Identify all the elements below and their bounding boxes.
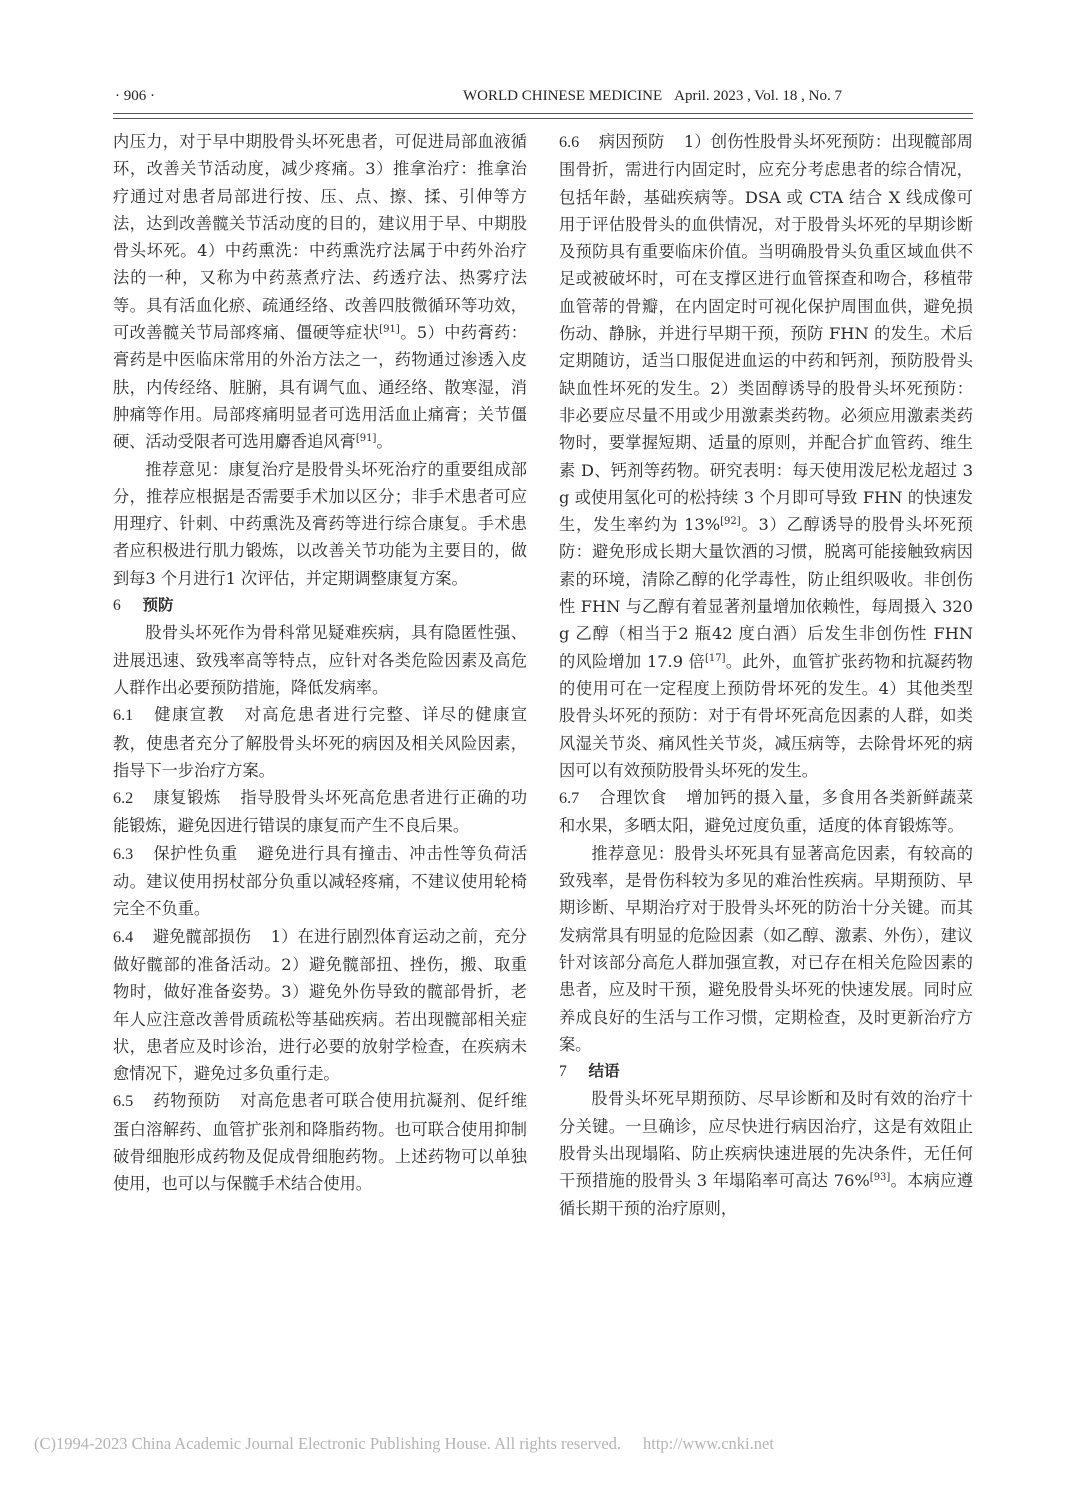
- section-number: 7: [559, 1063, 567, 1081]
- subsection-6-3: [113, 840, 527, 923]
- subsection-6-5: [113, 1087, 527, 1197]
- citation[interactable]: [93]: [869, 1172, 891, 1184]
- paragraph-conclusion: [559, 1085, 973, 1221]
- text: 避免进行具有撞击、冲击性等负荷活动。建议使用拐杖部分负重以减轻疼痛，不建议使用轮椅完全不负重。: [113, 843, 528, 919]
- copyright-text: (C)1994-2023 China Academic Journal Electronic Publishing House. All rights reserved.: [34, 1434, 622, 1453]
- paragraph-recommendation: 推荐意见：股骨头坏死具有显著高危因素，有较高的致残率，是骨伤科较为多见的难治性疾病。早期预防、早期诊断、早期治疗对于股骨头坏死的防治十分关键。而其发病常具有明显的危险因素（如乙醇、激素、外伤），建议针对该部分高危人群加强宣教，对已存在相关危险因素的患者，应及时干预，避免股骨头坏死的快速发展。同时应养成良好的生活与工作习惯，定期检查，及时更新治疗方案。: [559, 843, 973, 1054]
- subsection-title: 健康宣教: [152, 705, 226, 725]
- subsection-title: 康复锻炼: [152, 788, 221, 808]
- paragraph-recommendation: 推荐意见：康复治疗是股骨头坏死治疗的重要组成部分，推荐应根据是否需要手术加以区分；非手术患者可应用理疗、针刺、中药熏洗及膏药等进行综合康复。手术患者应积极进行肌力锻炼，以改善关节功能为主要目的，做到每3 个月进行1 次评估，并定期调整康复方案。: [113, 459, 527, 588]
- text: 对高危患者进行完整、详尽的健康宣教，使患者充分了解股骨头坏死的病因及相关风险因素，指导下一步治疗方案。: [113, 705, 528, 780]
- copyright-footer: [0, 1434, 1080, 1454]
- text: 。本病应遵循长期干预的治疗原则，: [559, 1171, 974, 1218]
- text: 。3）乙醇诱导的股骨头坏死预防：避免形成长期大量饮酒的习惯，脱离可能接触致病因素的环境，清除乙醇的化学毒性，防止组织吸收。非创伤性 FHN 与乙醇有着显著剂量增加依赖性，每周摄入 320 g 乙醇（相当于2 瓶42 度白酒）后发生非创伤性 FHN 的风险增加 17.9 倍: [559, 515, 973, 671]
- text: 。此外，血管扩张药物和抗凝药物的使用可在一定程度上预防骨坏死的发生。4）其他类型股骨头坏死的预防：对于有骨坏死高危因素的人群，如类风湿关节炎、痛风性关节炎，减压病等，去除骨坏死的病因可以有效预防股骨头坏死的发生。: [559, 651, 973, 780]
- citation[interactable]: [17]: [704, 652, 726, 664]
- text: 1）创伤性股骨头坏死预防：出现髋部周围骨折，需进行内固定时，应充分考虑患者的综合情况，包括年龄，基础疾病等。DSA 或 CTA 结合 X 线成像可用于评估股骨头的血供情况，对于股骨头坏死的早期诊断及预防具有重要临床价值。当明确股骨头负重区域血供不足或被破坏时，可在支撑区进行血管探查和吻合，移植带血管蒂的骨瓣，在内固定时可视化保护周围血供，避免损伤动、静脉，并进行早期干预，预防 FHN 的发生。术后定期随访，适当口服促进血运的中药和钙剂，预防股骨头缺血性坏死的发生。2）类固醇诱导的股骨头坏死预防：非必要应尽量不用或少用激素类药物。必须应用激素类药物时，要掌握短期、适量的原则，并配合扩血管药、维生素 D、钙剂等药物。研究表明：每天使用泼尼松龙超过 3 g 或使用氢化可的松持续 3 个月即可导致 FHN 的快速发生，发生率约为 13%: [559, 132, 973, 535]
- text: 对高危患者可联合使用抗凝剂、促纤维蛋白溶解药、血管扩张剂和降脂药物。也可联合使用抑制破骨细胞形成药物及促成骨细胞药物。上述药物可以单独使用，也可以与保髋手术结合使用。: [113, 1091, 528, 1194]
- subsection-number: 6.7: [559, 789, 580, 808]
- right-column: [559, 128, 973, 1222]
- journal-info: [463, 88, 842, 105]
- subsection-title: 病因预防: [598, 132, 665, 151]
- left-column: [113, 128, 527, 1198]
- subsection-number: 6.6: [559, 133, 580, 151]
- cnki-link[interactable]: http://www.cnki.net: [643, 1434, 774, 1453]
- running-header: [113, 88, 973, 110]
- citation[interactable]: [92]: [720, 516, 741, 528]
- journal-name: WORLD CHINESE MEDICINE: [463, 88, 663, 104]
- subsection-title: 避免髋部损伤: [152, 926, 252, 946]
- subsection-number: 6.5: [113, 1092, 134, 1111]
- text: 股骨头坏死早期预防、尽早诊断和及时有效的治疗十分关键。一旦确诊，应尽快进行病因治疗，这是有效阻止股骨头出现塌陷、防止疾病快速进展的先决条件，无任何干预措施的股骨头 3 年塌陷率可高达 76%: [559, 1089, 973, 1191]
- subsection-6-2: [113, 784, 527, 840]
- paragraph-rehab-methods: [113, 128, 527, 456]
- section-heading-7: [559, 1058, 973, 1085]
- subsection-number: 6.3: [113, 844, 134, 863]
- text: 。: [376, 432, 393, 452]
- text: 指导股骨头坏死高危患者进行正确的功能锻炼，避免因进行错误的康复而产生不良后果。: [113, 788, 528, 836]
- text: 内压力，对于早中期股骨头坏死患者，可促进局部血液循环，改善关节活动度，减少疼痛。3）推拿治疗：推拿治疗通过对患者局部进行按、压、点、擦、揉、引伸等方法，达到改善髋关节活动度的目的，建议用于早、中期股骨头坏死。4）中药熏洗：中药熏洗疗法属于中药外治疗法的一种，又称为中药蒸煮疗法、药透疗法、热雾疗法等。具有活血化瘀、疏通经络、改善四肢微循环等功效，可改善髋关节局部疼痛、僵硬等症状: [113, 132, 527, 343]
- subsection-6-7: [559, 784, 973, 840]
- subsection-title: 保护性负重: [152, 843, 238, 863]
- subsection-title: 合理饮食: [598, 788, 667, 808]
- section-title: 结语: [588, 1062, 620, 1081]
- header-double-rule: [113, 113, 973, 119]
- paragraph-prevention-intro: 股骨头坏死作为骨科常见疑难疾病，具有隐匿性强、进展迅速、致残率高等特点，应针对各类危险因素及高危人群作出必要预防措施，降低发病率。: [113, 623, 527, 697]
- section-number: 6: [113, 597, 121, 615]
- text: 增加钙的摄入量，多食用各类新鲜蔬菜和水果，多晒太阳，避免过度负重，适度的体育锻炼等。: [559, 788, 974, 836]
- subsection-6-4: [113, 923, 527, 1088]
- citation[interactable]: [91]: [355, 433, 377, 445]
- subsection-number: 6.1: [113, 706, 134, 725]
- issue-info: April. 2023 , Vol. 18 , No. 7: [674, 88, 842, 104]
- subsection-number: 6.2: [113, 789, 134, 808]
- subsection-title: 药物预防: [152, 1091, 221, 1111]
- subsection-number: 6.4: [113, 927, 134, 946]
- text: 1）在进行剧烈体育运动之前，充分做好髋部的准备活动。2）避免髋部扭、挫伤，搬、取重物时，做好准备姿势。3）避免外伤导致的髋部骨折，老年人应注意改善骨质疏松等基础疾病。若出现髋部相关症状，患者应及时诊治，进行必要的放射学检查，在疾病未愈情况下，避免过多负重行走。: [113, 926, 527, 1084]
- text: 。5）中药膏药：膏药是中医临床常用的外治方法之一，药物通过渗透入皮肤，内传经络、脏腑，具有调气血、通经络、散寒湿，消肿痛等作用。局部疼痛明显者可选用活血止痛膏；关节僵硬、活动受限者可选用麝香追风膏: [113, 323, 527, 452]
- subsection-6-1: [113, 701, 527, 784]
- citation[interactable]: [91]: [379, 324, 400, 336]
- section-heading-6: [113, 592, 527, 619]
- page-number: · 906 ·: [115, 88, 155, 104]
- section-title: 预防: [142, 596, 174, 615]
- subsection-6-6: [559, 128, 973, 784]
